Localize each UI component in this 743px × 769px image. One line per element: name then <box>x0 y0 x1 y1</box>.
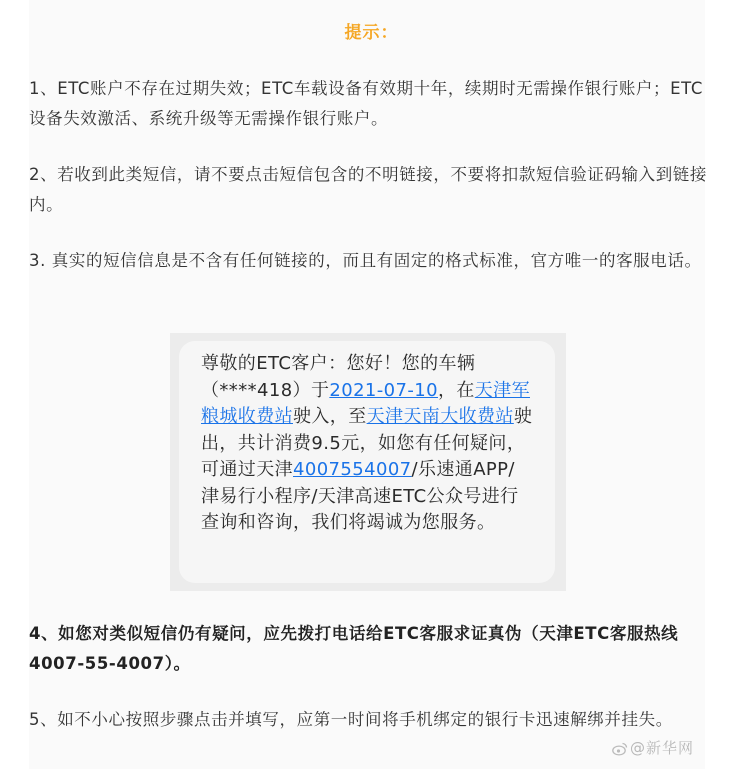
sms-screenshot <box>170 333 566 591</box>
sms-text-2: ，在 <box>437 379 475 401</box>
tip-title: 提示： <box>344 23 399 43</box>
sms-text-5: /乐速通APP/津易行小程序/天津高速ETC公众号进行查询和咨询，我们将竭诚为您服务。 <box>201 459 519 533</box>
sms-text-3: 驶入，至 <box>293 406 367 427</box>
tip-item-1: 1、ETC账户不存在过期失效；ETC车载设备有效期十年，续期时无需操作银行账户；ETC设备失效激活、系统升级等无需操作银行账户。 <box>29 79 703 128</box>
sms-phone-link[interactable]: 4007554007 <box>293 459 412 480</box>
weibo-logo-icon <box>612 742 628 760</box>
tip-item-5: 5、如不小心按照步骤点击并填写，应第一时间将手机绑定的银行卡迅速解绑并挂失。 <box>29 710 673 729</box>
sms-entry-station-link[interactable]: 天津军粮城收费站 <box>201 379 530 427</box>
watermark-at: @ <box>630 739 646 757</box>
sms-bubble <box>179 341 555 583</box>
sms-text-1: 尊敬的ETC客户：您好！您的车辆（****418）于 <box>201 353 476 401</box>
tip-item-3: 3. 真实的短信信息是不含有任何链接的，而且有固定的格式标准，官方唯一的客服电话。 <box>29 251 702 270</box>
watermark <box>612 737 694 760</box>
tip-item-4: 4、如您对类似短信仍有疑问，应先拨打电话给ETC客服求证真伪（天津ETC客服热线4007-55-4007）。 <box>29 624 679 673</box>
sms-date-link[interactable]: 2021-07-10 <box>329 379 438 401</box>
watermark-text: 新华网 <box>646 739 695 757</box>
tip-item-2: 2、若收到此类短信，请不要点击短信包含的不明链接，不要将扣款短信验证码输入到链接内。 <box>29 165 707 214</box>
sms-text-4: 驶出，共计消费9.5元，如您有任何疑问，可通过天津 <box>201 406 533 480</box>
sms-exit-station-link[interactable]: 天津天南大收费站 <box>366 406 514 427</box>
